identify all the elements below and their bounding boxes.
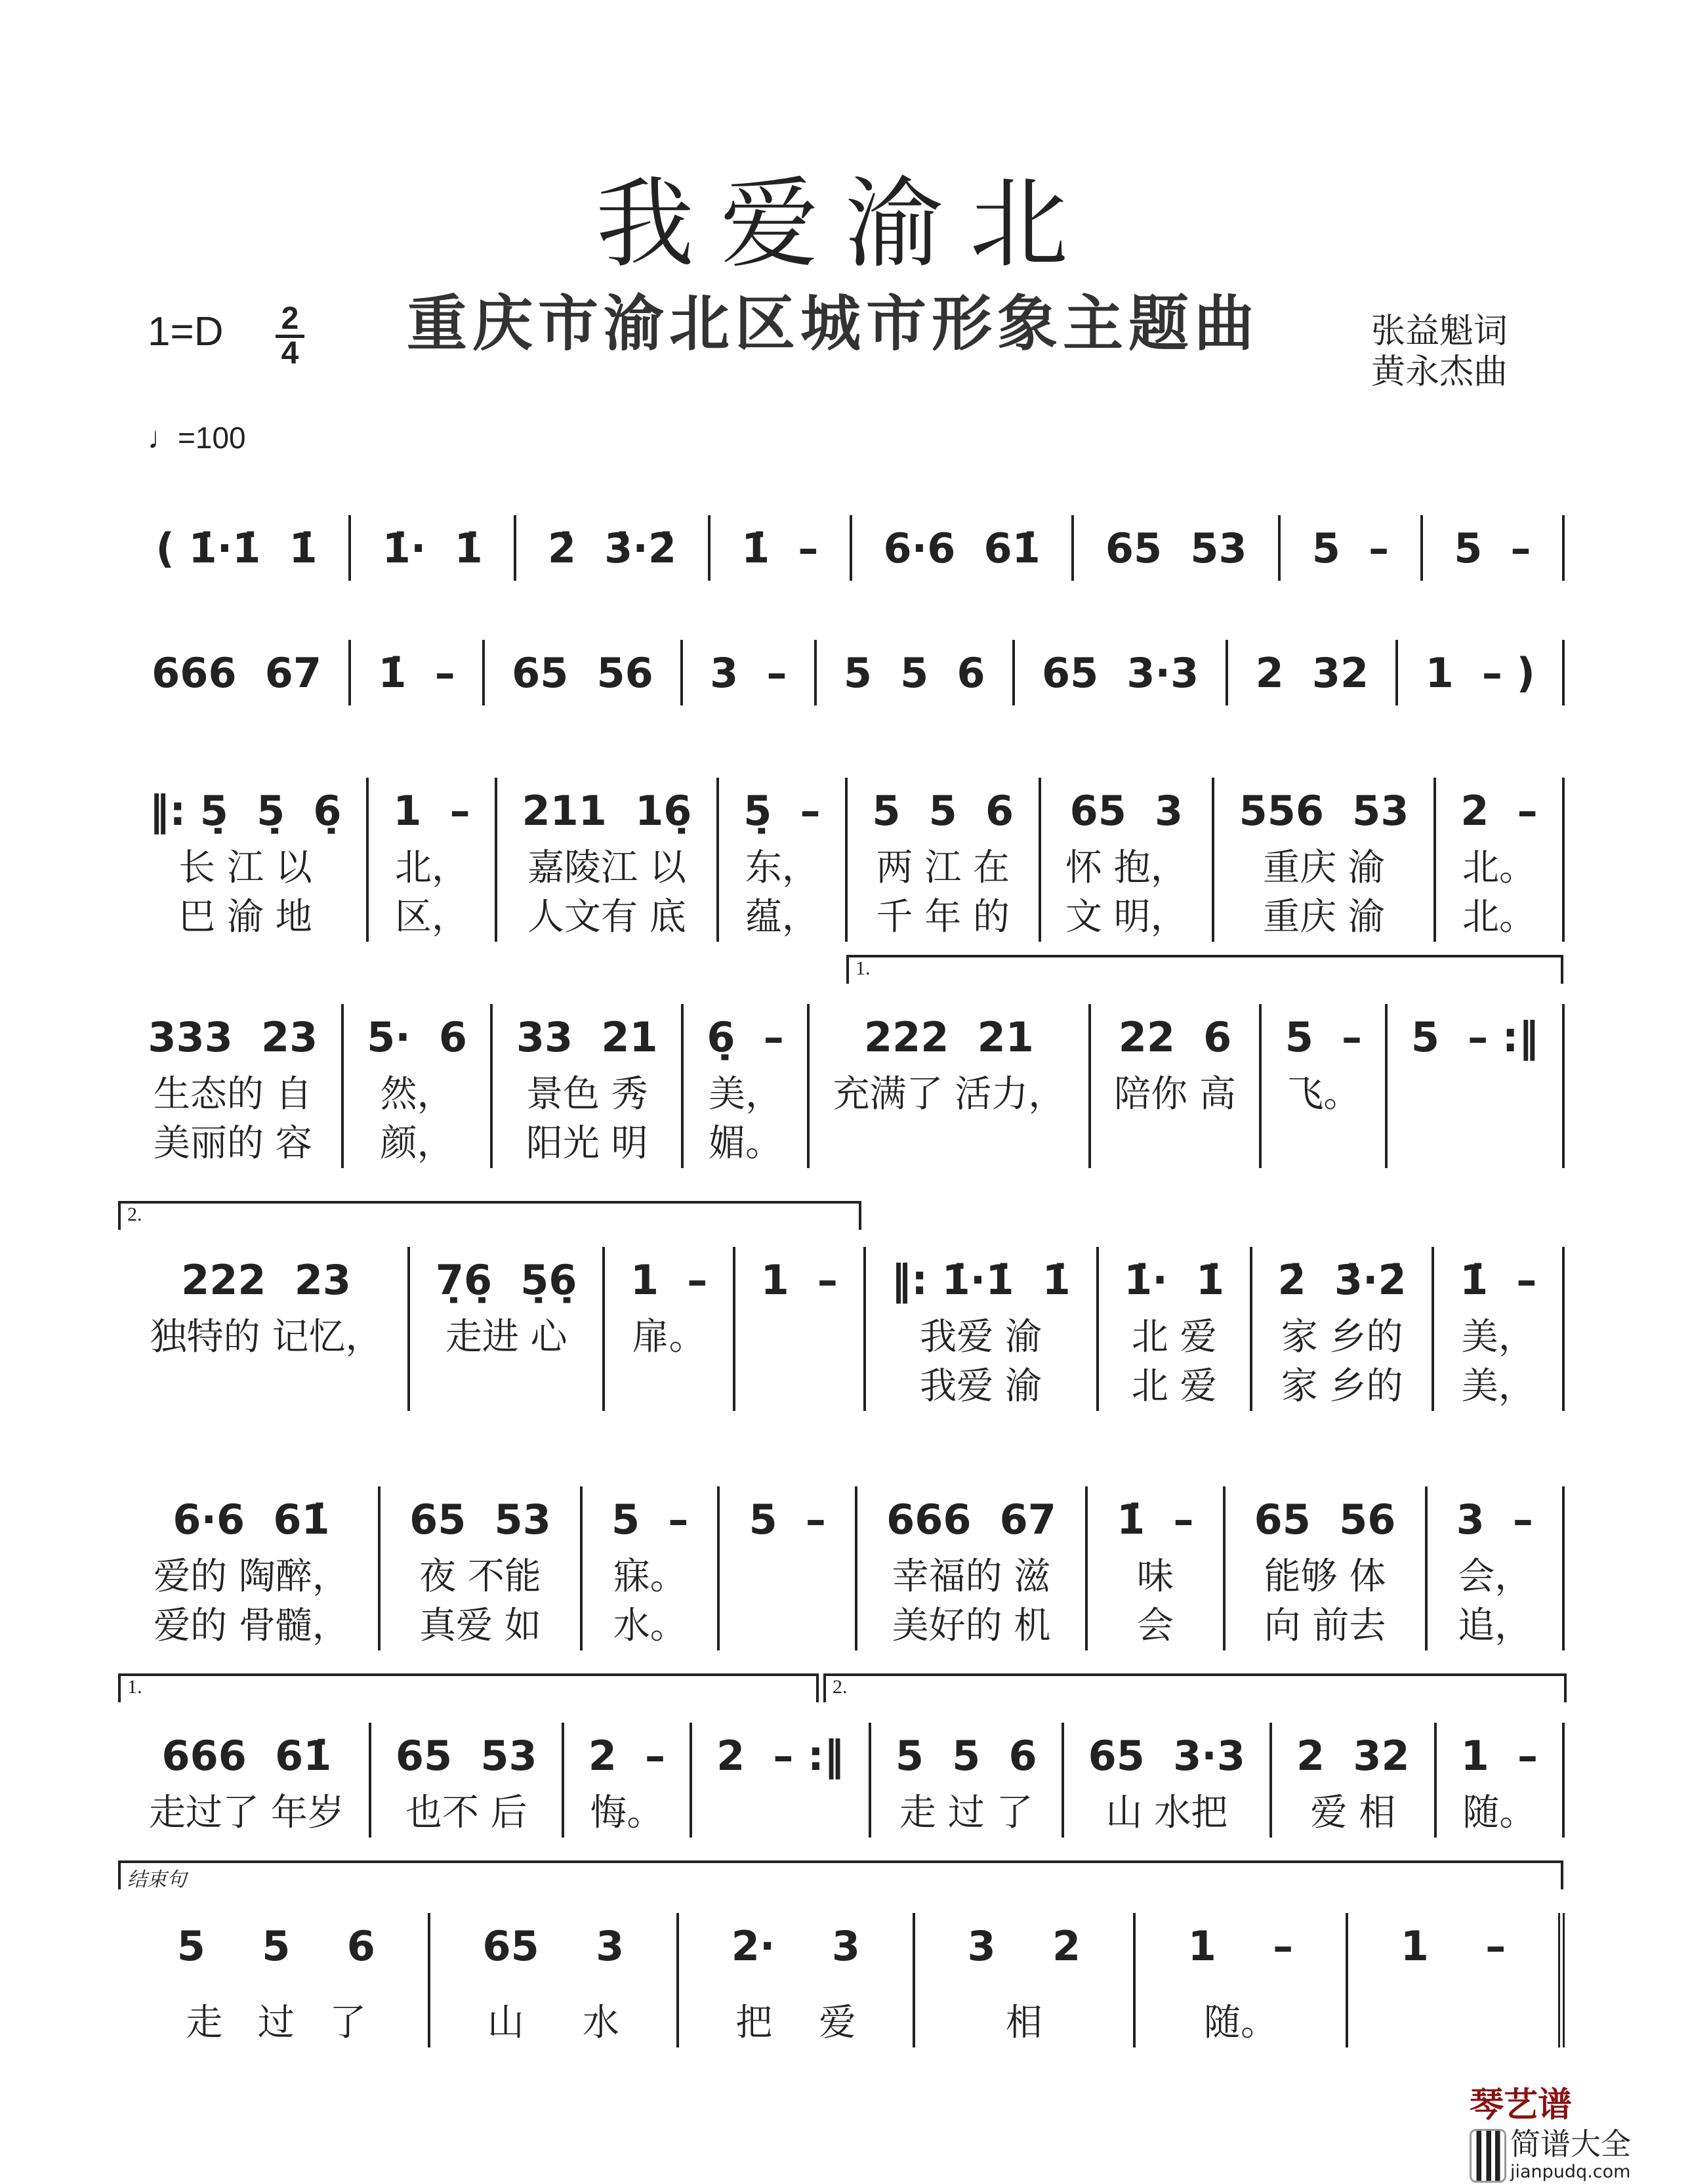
song-subtitle: 重庆市渝北区城市形象主题曲 xyxy=(407,288,1260,359)
measure-notes: 211 16̣ xyxy=(522,786,692,835)
measure xyxy=(516,515,710,581)
measure-notes: 3 – xyxy=(710,648,787,697)
measure-notes: 5 – :‖ xyxy=(1411,1013,1539,1061)
measure-notes: 65 3·3 xyxy=(1041,648,1199,697)
composer: 黄永杰曲 xyxy=(1371,354,1508,391)
measure xyxy=(1262,1004,1388,1168)
measure-notes: 5 – xyxy=(1311,524,1390,572)
tempo-mark: ♩=100 xyxy=(148,421,246,455)
measure xyxy=(1428,1486,1565,1650)
measure xyxy=(1348,1913,1565,2048)
lyric-verse-1: 怀 抱， xyxy=(1065,847,1187,889)
measure xyxy=(1015,640,1229,705)
measure xyxy=(1281,515,1422,581)
lyric-verse-2: 人文有 底 xyxy=(527,896,686,938)
measure-notes: 1̇ – xyxy=(1117,1495,1194,1544)
measure-notes: 65 56 xyxy=(512,648,653,697)
measure xyxy=(485,640,683,705)
measure xyxy=(1228,640,1398,705)
lyric-verse-1: 随。 xyxy=(1462,1792,1536,1834)
measure-notes: ( 1̇·1̇ 1̇ xyxy=(155,524,318,572)
lyric-verse-2: 水。 xyxy=(613,1605,687,1647)
volta-second-ending: 2. xyxy=(118,1201,861,1230)
lyric-verse-1: 然， xyxy=(380,1073,454,1116)
score-row xyxy=(125,1913,1565,2048)
measure xyxy=(1272,1723,1437,1838)
measure-notes: 2 – xyxy=(1460,786,1538,835)
measure xyxy=(735,1247,866,1411)
measure xyxy=(1226,1486,1428,1650)
lyric-verse-1: 幸福的 滋 xyxy=(892,1555,1051,1598)
lyric-verse-2: 我爱 渝 xyxy=(920,1365,1042,1408)
lyric-verse-1: 美， xyxy=(1461,1316,1535,1358)
meter-bottom: 4 xyxy=(281,336,299,371)
measure-notes: 2 – :‖ xyxy=(716,1731,844,1780)
lyricist: 张益魁词 xyxy=(1371,313,1508,350)
lyric-verse-2: 巴 渝 地 xyxy=(178,896,312,938)
measure-notes: 5 – xyxy=(749,1495,826,1544)
measure xyxy=(1388,1004,1565,1168)
measure xyxy=(810,1004,1091,1168)
measure xyxy=(852,515,1074,581)
measure xyxy=(125,1913,430,2048)
measure xyxy=(1436,778,1565,942)
logo-name: 简谱大全 xyxy=(1510,2126,1631,2162)
lyric-verse-1: 山 水 xyxy=(487,2002,619,2044)
measure-notes: 65 53 xyxy=(409,1495,551,1544)
measure xyxy=(1091,1004,1262,1168)
measure-notes: 222 21 xyxy=(863,1013,1034,1061)
score-row xyxy=(125,515,1565,581)
measure xyxy=(915,1913,1136,2048)
lyric-verse-1: 走过了 年岁 xyxy=(149,1792,344,1834)
measure-notes: 666 67 xyxy=(152,648,322,697)
measure-notes: 5̣ – xyxy=(743,786,821,835)
measure xyxy=(583,1486,720,1650)
measure xyxy=(369,778,497,942)
lyric-verse-2: 追， xyxy=(1458,1605,1532,1647)
lyric-verse-2: 重庆 渝 xyxy=(1263,896,1385,938)
score-row xyxy=(125,1247,1565,1411)
measure-notes: 5 – xyxy=(1454,524,1531,572)
measure-notes: 666 61̇ xyxy=(161,1731,332,1780)
lyric-verse-1: 陪你 高 xyxy=(1114,1073,1236,1116)
measure-notes: 7̣6̣ 5̣6̣ xyxy=(435,1255,577,1304)
measure xyxy=(1099,1247,1252,1411)
volta-first-ending: 1. xyxy=(846,955,1563,984)
lyric-verse-2: 家 乡的 xyxy=(1281,1365,1403,1408)
measure xyxy=(430,1913,679,2048)
lyric-verse-2: 媚。 xyxy=(709,1122,783,1165)
measure-notes: 222 23 xyxy=(181,1255,352,1304)
measure-notes: 2̇ 3̇·2̇ xyxy=(547,524,676,572)
measure xyxy=(125,640,351,705)
lyric-verse-1: 独特的 记忆， xyxy=(150,1316,382,1358)
score-row xyxy=(125,1004,1565,1168)
measure xyxy=(410,1247,605,1411)
measure-notes: 5 – xyxy=(611,1495,689,1544)
lyric-verse-2: 美， xyxy=(1461,1365,1535,1408)
volta-first-ending-2: 1. xyxy=(118,1673,819,1702)
lyric-verse-2: 真爱 如 xyxy=(419,1605,541,1647)
measure xyxy=(692,1723,871,1838)
measure xyxy=(1423,515,1565,581)
lyric-verse-2: 会 xyxy=(1136,1605,1174,1647)
lyric-verse-1: 生态的 自 xyxy=(153,1073,312,1116)
measure-notes: 1̇· 1̇ xyxy=(1124,1255,1225,1304)
lyric-verse-2: 爱的 骨髓， xyxy=(154,1605,349,1647)
lyric-verse-1: 走 过 了 xyxy=(186,2002,367,2044)
measure xyxy=(1064,1723,1272,1838)
measure-notes: ‖: 5̣ 5̣ 6̣ xyxy=(149,786,342,835)
lyric-verse-2: 北 爱 xyxy=(1131,1365,1217,1408)
lyric-verse-1: 扉。 xyxy=(632,1316,706,1358)
lyric-verse-1: 能够 体 xyxy=(1264,1555,1386,1598)
measure-notes: 65 3 xyxy=(482,1922,625,1970)
measure-notes: 6·6 61̇ xyxy=(883,524,1041,572)
lyric-verse-1: 山 水把 xyxy=(1105,1792,1228,1834)
measure xyxy=(125,515,351,581)
measure xyxy=(381,1486,583,1650)
lyric-verse-1: 相 xyxy=(1005,2002,1042,2044)
time-signature xyxy=(276,303,304,369)
measure-notes: 65 53 xyxy=(1105,524,1247,572)
measure xyxy=(1088,1486,1226,1650)
lyric-verse-1: 把 爱 xyxy=(735,2002,856,2044)
measure xyxy=(684,1004,810,1168)
score-row xyxy=(125,778,1565,942)
lyric-verse-2: 蕴， xyxy=(745,896,819,938)
measure xyxy=(351,515,516,581)
measure xyxy=(848,778,1041,942)
measure xyxy=(719,778,848,942)
lyric-verse-1: 味 xyxy=(1136,1555,1174,1598)
piano-keys-icon xyxy=(1470,2129,1506,2183)
logo-brand: 琴艺谱 xyxy=(1470,2086,1573,2125)
measure xyxy=(1434,1247,1565,1411)
measure xyxy=(351,640,485,705)
lyric-verse-1: 景色 秀 xyxy=(526,1073,648,1116)
measure-notes: 1̇· 1̇ xyxy=(382,524,483,572)
measure-notes: 65 53 xyxy=(395,1731,537,1780)
lyric-verse-1: 家 乡的 xyxy=(1281,1316,1403,1358)
lyric-verse-1: 飞。 xyxy=(1287,1073,1361,1116)
lyric-verse-1: 长 江 以 xyxy=(178,847,312,889)
lyric-verse-1: 走 过 了 xyxy=(899,1792,1033,1834)
lyric-verse-1: 悔。 xyxy=(590,1792,664,1834)
measure xyxy=(1136,1913,1348,2048)
measure-notes: 1̇ – xyxy=(1460,1255,1537,1304)
measure xyxy=(497,778,719,942)
measure xyxy=(1252,1247,1435,1411)
measure-notes: 5· 6 xyxy=(367,1013,468,1061)
measure xyxy=(371,1723,564,1838)
lyric-verse-1: 两 江 在 xyxy=(876,847,1010,889)
measure-notes: 65 3 xyxy=(1069,786,1184,835)
measure-notes: 33 21 xyxy=(516,1013,658,1061)
measure-notes: 2̇ 3̇·2̇ xyxy=(1277,1255,1407,1304)
measure-notes: 1 – xyxy=(393,786,470,835)
measure-notes: 2 – xyxy=(588,1731,666,1780)
measure xyxy=(857,1486,1088,1650)
measure xyxy=(1041,778,1215,942)
measure-notes: 666 67 xyxy=(886,1495,1056,1544)
measure xyxy=(711,515,852,581)
score-row xyxy=(125,640,1565,705)
measure-notes: 1 – xyxy=(630,1255,708,1304)
measure-notes: 3 – xyxy=(1456,1495,1533,1544)
measure-notes: 2 32 xyxy=(1296,1731,1410,1780)
measure-notes: 5 5 6 xyxy=(176,1922,375,1970)
measure xyxy=(125,1486,381,1650)
lyric-verse-1: 随。 xyxy=(1203,2002,1277,2044)
measure-notes: 2· 3 xyxy=(731,1922,860,1970)
measure-notes: 1 – xyxy=(1400,1922,1506,1970)
meter-top: 2 xyxy=(276,303,304,338)
measure-notes: 1 – xyxy=(760,1255,838,1304)
measure-notes: ‖: 1̇·1̇ 1̇ xyxy=(891,1255,1071,1304)
volta-second-ending-2: 2. xyxy=(823,1673,1567,1702)
measure-notes: 5 5 6 xyxy=(895,1731,1037,1780)
lyric-verse-1: 美， xyxy=(709,1073,783,1116)
measure xyxy=(817,640,1015,705)
lyric-verse-1: 北， xyxy=(395,847,469,889)
lyric-verse-2: 千 年 的 xyxy=(876,896,1010,938)
measure xyxy=(605,1247,735,1411)
measure-notes: 556 53 xyxy=(1239,786,1409,835)
measure xyxy=(493,1004,684,1168)
site-logo xyxy=(1463,2086,1690,2184)
measure-notes: 1 – ) xyxy=(1425,648,1535,697)
lyric-verse-1: 爱的 陶醉， xyxy=(154,1555,349,1598)
credits xyxy=(1371,312,1508,393)
lyric-verse-1: 走进 心 xyxy=(445,1316,567,1358)
measure xyxy=(866,1247,1099,1411)
lyric-verse-2: 区， xyxy=(395,896,469,938)
measure xyxy=(125,1247,410,1411)
lyric-verse-2: 美丽的 容 xyxy=(153,1122,312,1165)
measure-notes: 333 23 xyxy=(148,1013,318,1061)
lyric-verse-1: 北 爱 xyxy=(1131,1316,1217,1358)
measure-notes: 1 – xyxy=(1460,1731,1538,1780)
measure-notes: 6̣ – xyxy=(707,1013,784,1061)
measure xyxy=(564,1723,692,1838)
measure xyxy=(344,1004,493,1168)
logo-url: jianpudq.com xyxy=(1510,2162,1631,2182)
coda-label: 结束句 xyxy=(118,1860,1563,1889)
measure-notes: 5 – xyxy=(1285,1013,1363,1061)
lyric-verse-1: 也不 后 xyxy=(405,1792,527,1834)
lyric-verse-1: 嘉陵江 以 xyxy=(527,847,686,889)
measure xyxy=(1398,640,1565,705)
lyric-verse-1: 北。 xyxy=(1462,847,1536,889)
lyric-verse-2: 颜， xyxy=(380,1122,454,1165)
lyric-verse-1: 东， xyxy=(745,847,819,889)
lyric-verse-2: 美好的 机 xyxy=(892,1605,1051,1647)
measure-notes: 5 5 6 xyxy=(872,786,1014,835)
lyric-verse-1: 会， xyxy=(1458,1555,1532,1598)
measure-notes: 65 56 xyxy=(1254,1495,1396,1544)
measure xyxy=(720,1486,857,1650)
measure-notes: 22 6 xyxy=(1118,1013,1232,1061)
lyric-verse-2: 北。 xyxy=(1462,896,1536,938)
lyric-verse-1: 重庆 渝 xyxy=(1263,847,1385,889)
measure-notes: 3 2 xyxy=(967,1922,1081,1970)
measure-notes: 5 5 6 xyxy=(843,648,985,697)
lyric-verse-1: 夜 不能 xyxy=(419,1555,541,1598)
measure xyxy=(125,1004,344,1168)
measure xyxy=(871,1723,1064,1838)
measure-notes: 65 3·3 xyxy=(1088,1731,1245,1780)
measure-notes: 1 – xyxy=(1187,1922,1294,1970)
score-row xyxy=(125,1486,1565,1650)
lyric-verse-1: 寐。 xyxy=(613,1555,687,1598)
measure-notes: 6·6 61̇ xyxy=(173,1495,330,1544)
measure xyxy=(1437,1723,1565,1838)
lyric-verse-2: 阳光 明 xyxy=(526,1122,648,1165)
lyric-verse-1: 充满了 活力， xyxy=(833,1073,1065,1116)
lyric-verse-1: 爱 相 xyxy=(1310,1792,1396,1834)
measure xyxy=(1074,515,1281,581)
lyric-verse-2: 向 前去 xyxy=(1264,1605,1386,1647)
measure xyxy=(1214,778,1436,942)
score-row xyxy=(125,1723,1565,1838)
key-signature: 1=D xyxy=(148,309,224,354)
measure xyxy=(679,1913,915,2048)
lyric-verse-1: 我爱 渝 xyxy=(920,1316,1042,1358)
lyric-verse-2: 文 明， xyxy=(1065,896,1187,938)
measure xyxy=(683,640,817,705)
song-title: 我爱渝北 xyxy=(595,167,1094,282)
measure xyxy=(125,778,369,942)
measure xyxy=(125,1723,371,1838)
measure-notes: 2 32 xyxy=(1255,648,1369,697)
measure-notes: 1̇ – xyxy=(378,648,455,697)
measure-notes: 1̇ – xyxy=(741,524,819,572)
